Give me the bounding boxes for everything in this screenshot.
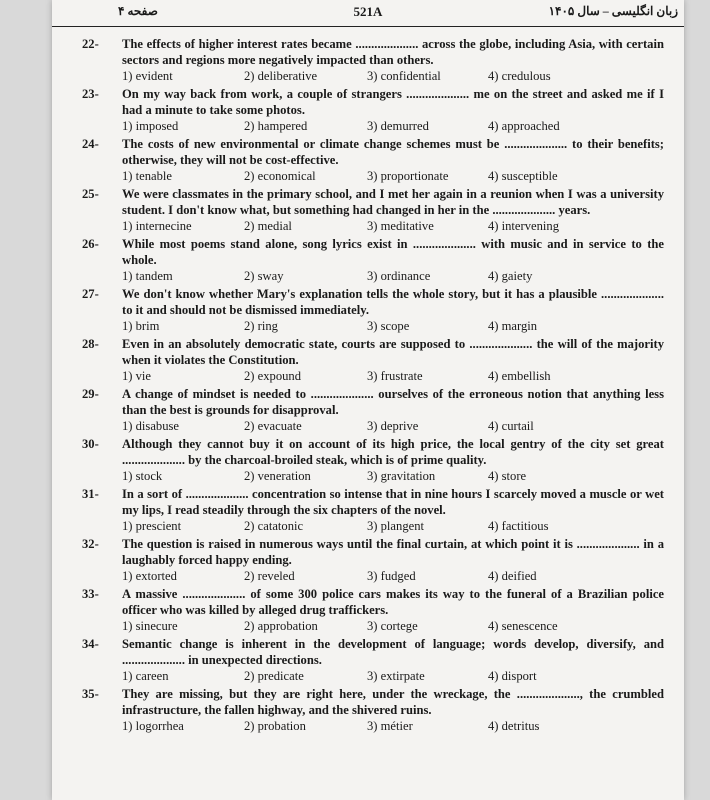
question-stem bbox=[82, 486, 664, 518]
answer-options bbox=[122, 368, 664, 386]
question-stem bbox=[82, 236, 664, 268]
question-text: In a sort of .................... concentration so intense that in nine hours I scarcely moved a muscle or wet my lips, I read steadily through the six chapters of the novel. bbox=[122, 487, 664, 517]
answer-option: 4) deified bbox=[488, 569, 537, 583]
question-stem bbox=[82, 86, 664, 118]
question-item bbox=[82, 336, 664, 386]
answer-option: 4) curtail bbox=[488, 419, 534, 433]
answer-option: 4) store bbox=[488, 469, 527, 483]
answer-option: 4) intervening bbox=[488, 219, 559, 233]
answer-options bbox=[122, 568, 664, 586]
answer-option: 2) reveled bbox=[244, 569, 295, 583]
question-item bbox=[82, 36, 664, 86]
question-text: We were classmates in the primary school, and I met her again in a reunion when I was a university student. I don't know what, but something had changed in her in the .................... years. bbox=[122, 187, 664, 217]
question-number: 25- bbox=[82, 187, 99, 201]
question-number: 22- bbox=[82, 37, 99, 51]
answer-option: 1) disabuse bbox=[122, 419, 180, 433]
question-text: The effects of higher interest rates became .................... across the globe, including Asia, with certain sectors and regions more negatively impacted than others. bbox=[122, 37, 664, 67]
answer-option: 1) imposed bbox=[122, 119, 179, 133]
exam-title: زبان انگلیسی – سال ۱۴۰۵ bbox=[548, 4, 678, 18]
question-item bbox=[82, 386, 664, 436]
question-number: 29- bbox=[82, 387, 99, 401]
answer-option: 3) gravitation bbox=[367, 469, 436, 483]
answer-options bbox=[122, 618, 664, 636]
question-text: We don't know whether Mary's explanation tells the whole story, but it has a plausible .................... to it and should not be dismissed immediately. bbox=[122, 287, 664, 317]
question-item bbox=[82, 286, 664, 336]
question-stem bbox=[82, 586, 664, 618]
question-item bbox=[82, 686, 664, 736]
answer-option: 4) disport bbox=[488, 669, 537, 683]
question-number: 27- bbox=[82, 287, 99, 301]
question-text: Although they cannot buy it on account of its high price, the local gentry of the city set great .................... by the charcoal-broiled steak, which is of prime quality. bbox=[122, 437, 664, 467]
question-stem bbox=[82, 436, 664, 468]
question-item bbox=[82, 436, 664, 486]
answer-options bbox=[122, 218, 664, 236]
question-text: Even in an absolutely democratic state, courts are supposed to .................... the will of the majority when it violates the Constitution. bbox=[122, 337, 664, 367]
answer-options bbox=[122, 668, 664, 686]
answer-options bbox=[122, 468, 664, 486]
question-stem bbox=[82, 136, 664, 168]
question-item bbox=[82, 586, 664, 636]
question-stem bbox=[82, 536, 664, 568]
question-text: The costs of new environmental or climate change schemes must be .................... to their benefits; otherwise, they will not be cost-effective. bbox=[122, 137, 664, 167]
question-number: 32- bbox=[82, 537, 99, 551]
question-text: On my way back from work, a couple of strangers .................... me on the street and asked me if I had a minute to take some photos. bbox=[122, 87, 664, 117]
answer-option: 4) detritus bbox=[488, 719, 540, 733]
question-stem bbox=[82, 636, 664, 668]
answer-option: 1) vie bbox=[122, 369, 152, 383]
answer-option: 3) deprive bbox=[367, 419, 419, 433]
answer-options bbox=[122, 718, 664, 736]
answer-option: 3) métier bbox=[367, 719, 413, 733]
answer-option: 1) sinecure bbox=[122, 619, 178, 633]
answer-option: 2) hampered bbox=[244, 119, 308, 133]
question-stem bbox=[82, 286, 664, 318]
answer-option: 1) evident bbox=[122, 69, 173, 83]
question-item bbox=[82, 86, 664, 136]
question-number: 34- bbox=[82, 637, 99, 651]
answer-option: 2) veneration bbox=[244, 469, 311, 483]
question-item bbox=[82, 136, 664, 186]
answer-option: 2) evacuate bbox=[244, 419, 302, 433]
question-number: 23- bbox=[82, 87, 99, 101]
question-item bbox=[82, 636, 664, 686]
answer-option: 3) extirpate bbox=[367, 669, 425, 683]
answer-option: 3) proportionate bbox=[367, 169, 449, 183]
question-stem bbox=[82, 336, 664, 368]
question-number: 24- bbox=[82, 137, 99, 151]
question-number: 26- bbox=[82, 237, 99, 251]
question-number: 35- bbox=[82, 687, 99, 701]
answer-options bbox=[122, 168, 664, 186]
page-header bbox=[52, 0, 684, 27]
answer-option: 1) tandem bbox=[122, 269, 173, 283]
answer-options bbox=[122, 118, 664, 136]
answer-option: 2) probation bbox=[244, 719, 306, 733]
answer-option: 3) plangent bbox=[367, 519, 425, 533]
answer-option: 1) stock bbox=[122, 469, 163, 483]
answer-option: 1) careen bbox=[122, 669, 169, 683]
question-number: 28- bbox=[82, 337, 99, 351]
answer-option: 1) logorrhea bbox=[122, 719, 184, 733]
answer-option: 2) ring bbox=[244, 319, 278, 333]
question-number: 30- bbox=[82, 437, 99, 451]
answer-options bbox=[122, 518, 664, 536]
answer-option: 2) sway bbox=[244, 269, 284, 283]
answer-option: 3) meditative bbox=[367, 219, 434, 233]
answer-option: 2) expound bbox=[244, 369, 302, 383]
answer-option: 4) susceptible bbox=[488, 169, 558, 183]
question-text: They are missing, but they are right here, under the wreckage, the ...................., the crumbled infrastructure, the fallen highway, and the shivered ruins. bbox=[122, 687, 664, 717]
question-text: The question is raised in numerous ways until the final curtain, at which point it is .................... in a laughably forced happy ending. bbox=[122, 537, 664, 567]
question-number: 33- bbox=[82, 587, 99, 601]
answer-option: 3) confidential bbox=[367, 69, 441, 83]
answer-options bbox=[122, 318, 664, 336]
answer-option: 2) deliberative bbox=[244, 69, 318, 83]
answer-option: 3) cortege bbox=[367, 619, 418, 633]
answer-option: 2) catatonic bbox=[244, 519, 304, 533]
answer-option: 4) credulous bbox=[488, 69, 551, 83]
answer-option: 1) tenable bbox=[122, 169, 172, 183]
booklet-code: 521A bbox=[353, 4, 383, 19]
question-stem bbox=[82, 386, 664, 418]
answer-options bbox=[122, 68, 664, 86]
answer-option: 4) embellish bbox=[488, 369, 551, 383]
question-stem bbox=[82, 186, 664, 218]
question-stem bbox=[82, 36, 664, 68]
question-item bbox=[82, 536, 664, 586]
answer-options bbox=[122, 418, 664, 436]
answer-option: 4) margin bbox=[488, 319, 538, 333]
answer-option: 3) fudged bbox=[367, 569, 416, 583]
answer-option: 1) brim bbox=[122, 319, 160, 333]
answer-option: 1) extorted bbox=[122, 569, 177, 583]
question-number: 31- bbox=[82, 487, 99, 501]
page-number: صفحه ۴ bbox=[118, 4, 158, 18]
answer-options bbox=[122, 268, 664, 286]
answer-option: 2) predicate bbox=[244, 669, 304, 683]
question-item bbox=[82, 236, 664, 286]
answer-option: 3) ordinance bbox=[367, 269, 431, 283]
answer-option: 2) medial bbox=[244, 219, 292, 233]
question-item bbox=[82, 486, 664, 536]
exam-page bbox=[52, 0, 684, 800]
answer-option: 3) frustrate bbox=[367, 369, 423, 383]
answer-option: 4) gaiety bbox=[488, 269, 533, 283]
answer-option: 4) factitious bbox=[488, 519, 549, 533]
answer-option: 1) prescient bbox=[122, 519, 182, 533]
answer-option: 2) approbation bbox=[244, 619, 318, 633]
answer-option: 3) demurred bbox=[367, 119, 429, 133]
question-text: A massive .................... of some 300 police cars makes its way to the funeral of a Brazilian police officer who was killed by alleged drug traffickers. bbox=[122, 587, 664, 617]
answer-option: 3) scope bbox=[367, 319, 410, 333]
question-list bbox=[82, 36, 664, 736]
answer-option: 1) internecine bbox=[122, 219, 192, 233]
question-text: While most poems stand alone, song lyrics exist in .................... with music and in service to the whole. bbox=[122, 237, 664, 267]
answer-option: 4) approached bbox=[488, 119, 560, 133]
question-text: A change of mindset is needed to .................... ourselves of the erroneous notion that anything less than the best is grounds for disapproval. bbox=[122, 387, 664, 417]
question-item bbox=[82, 186, 664, 236]
question-stem bbox=[82, 686, 664, 718]
answer-option: 4) senescence bbox=[488, 619, 558, 633]
question-text: Semantic change is inherent in the development of language; words develop, diversify, and .................... in unexpected directions. bbox=[122, 637, 664, 667]
answer-option: 2) economical bbox=[244, 169, 316, 183]
